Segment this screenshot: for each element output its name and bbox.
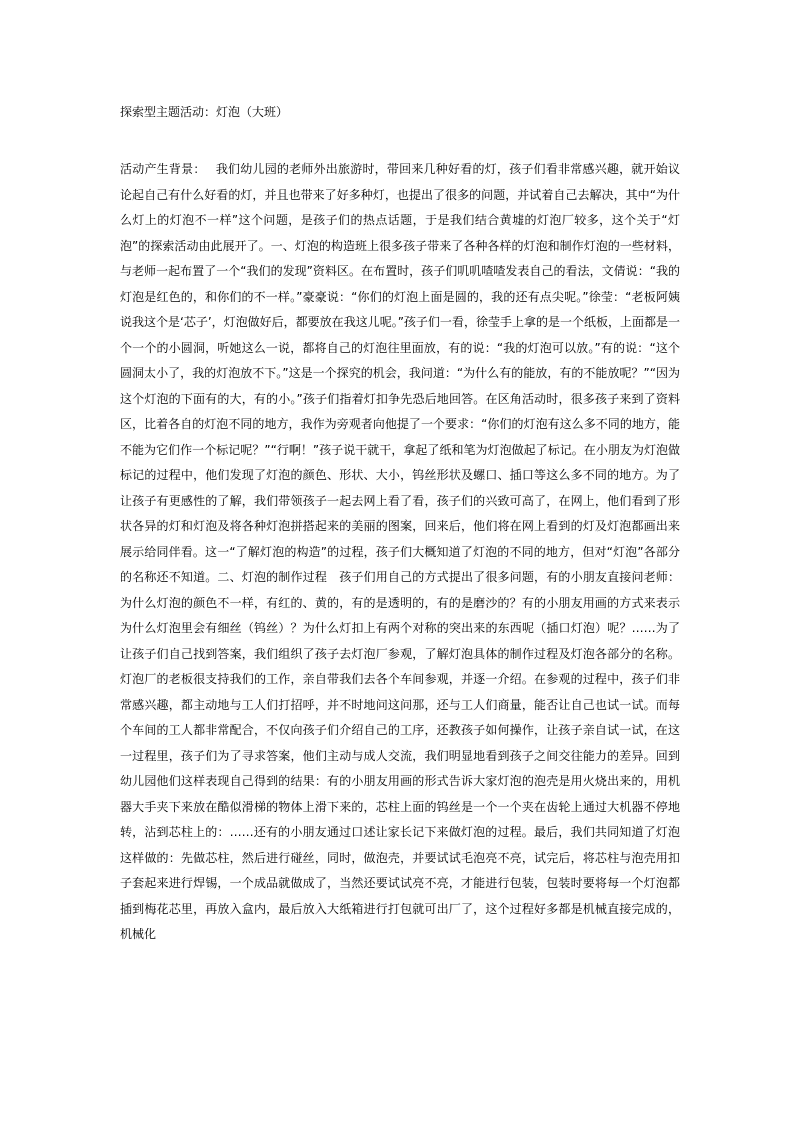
body-paragraph: 我们幼儿园的老师外出旅游时，带回来几种好看的灯，孩子们看非常感兴趣，就开始议论起自己有什么好看的灯，并且也带来了好多种灯，也提出了很多的问题，并试着自己去解决，其中“为什么灯上的灯泡不一样”这个问题，是孩子们的热点话题，于是我们结合黄墟的灯泡厂较多，这个关于“灯泡”的探索活动由此展开了。一、灯泡的构造班上很多孩子带来了各种各样的灯泡和制作灯泡的一些材料，与老师一起布置了一个“我们的发现”资料区。在布置时，孩子们叽叽喳喳发表自己的看法，文倩说：“我的灯泡是红色的，和你们的不一样。”豪豪说：“你们的灯泡上面是圆的，我的还有点尖呢。”徐莹：“老板阿姨说我这个是‘芯子’，灯泡做好后，都要放在我这儿呢。”孩子们一看，徐莹手上拿的是一个纸板，上面都是一个一个的小圆洞，听她这么一说，都将自己的灯泡往里面放，有的说：“我的灯泡可以放。”有的说：“这个圆洞太小了，我的灯泡放不下。”这是一个探究的机会，我问道：“为什么有的能放，有的不能放呢？”“因为这个灯泡的下面有的大，有的小。”孩子们指着灯扣争先恐后地回答。在区角活动时，很多孩子来到了资料区，比着各自的灯泡不同的地方，我作为旁观者向他提了一个要求：“你们的灯泡有这么多不同的地方，能不能为它们作一个标记呢？”“行啊！”孩子说干就干，拿起了纸和笔为灯泡做起了标记。在小朋友为灯泡做标记的过程中，他们发现了灯泡的颜色、形状、大小，钨丝形状及螺口、插口等这么多不同的地方。为了让孩子有更感性的了解，我们带领孩子一起去网上看了看，孩子们的兴致可高了，在网上，他们看到了形状各异的灯和灯泡及将各种灯泡拼搭起来的美丽的图案，回来后，他们将在网上看到的灯及灯泡都画出来展示给同伴看。这一“了解灯泡的构造”的过程，孩子们大概知道了灯泡的不同的地方，但对“灯泡”各部分的名称还不知道。二、灯泡的制作过程 孩子们用自己的方式提出了很多问题，有的小朋友直接问老师：为什么灯泡的颜色不一样，有红的、黄的，有的是透明的，有的是磨沙的？有的小朋友用画的方式来表示为什么灯泡里会有细丝（钨丝）？为什么灯扣上有两个对称的突出来的东西呢（插口灯泡）呢？……为了让孩子们自己找到答案，我们组织了孩子去灯泡厂参观，了解灯泡具体的制作过程及灯泡各部分的名称。灯泡厂的老板很支持我们的工作，亲自带我们去各个车间参观，并逐一介绍。在参观的过程中，孩子们非常感兴趣，都主动地与工人们打招呼，并不时地问这问那，还与工人们商量，能否让自己也试一试。而每个车间的工人都非常配合，不仅向孩子们介绍自己的工序，还教孩子如何操作，让孩子亲自试一试，在这一过程里，孩子们为了寻求答案，他们主动与成人交流，我们明显地看到孩子之间交往能力的差异。回到幼儿园他们这样表现自己得到的结果：有的小朋友用画的形式告诉大家灯泡的泡壳是用火烧出来的，用机器大手夹下来放在酷似滑梯的物体上滑下来的，芯柱上面的钨丝是一个一个夹在齿轮上通过大机器不停地转，沾到芯柱上的：……还有的小朋友通过口述让家长记下来做灯泡的过程。最后，我们共同知道了灯泡这样做的：先做芯柱，然后进行碰丝，同时，做泡壳，并要试试毛泡亮不亮，试完后，将芯柱与泡壳用扣子套起来进行焊锡，一个成品就做成了，当然还要试试亮不亮，才能进行包装，包装时要将每一个灯泡都插到梅花芯里，再放入盒内，最后放入大纸箱进行打包就可出厂了，这个过程好多都是机械直接完成的，机械化 [120,162,680,941]
document-body [120,157,680,1052]
background-label: 活动产生背景： [120,162,200,176]
document-title: 探索型主题活动：灯泡（大班） [120,105,289,119]
